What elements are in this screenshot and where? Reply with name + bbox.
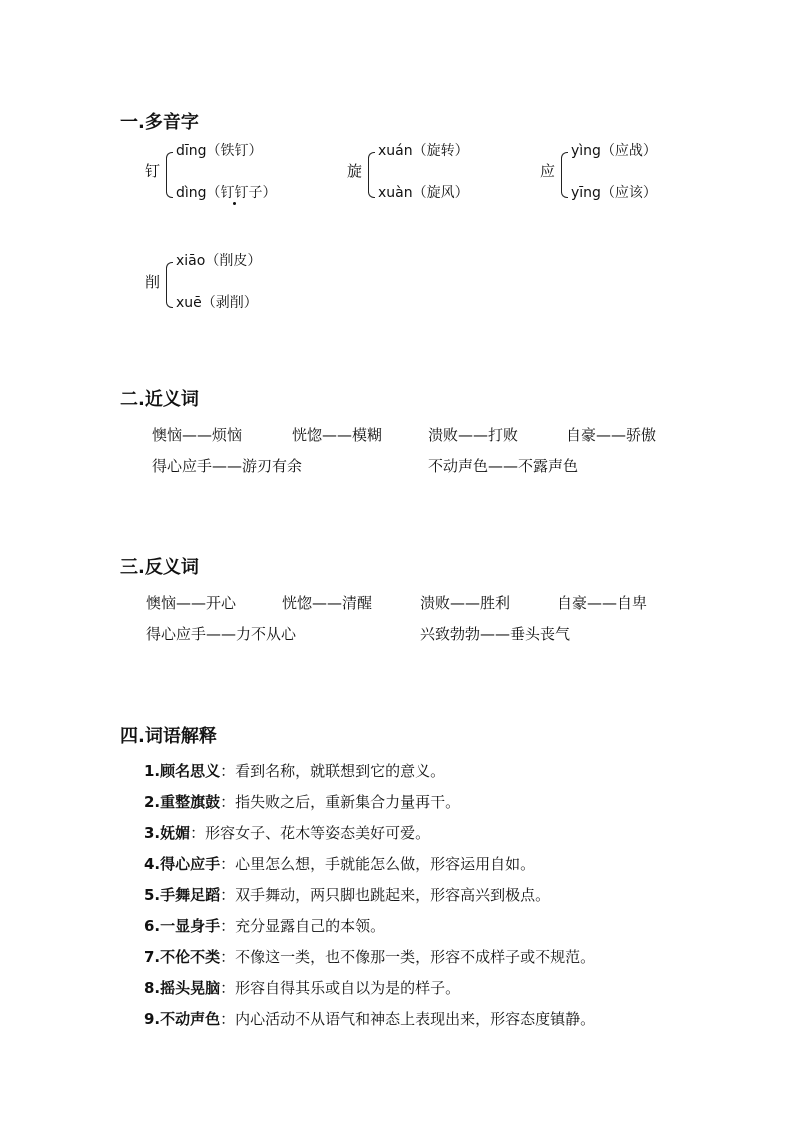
definition-number: 6. [144, 917, 161, 935]
reading-word: （铁钉） [206, 143, 263, 159]
definition-text: ：双手舞动，两只脚也跳起来，形容高兴到极点。 [220, 886, 551, 904]
definition-text: ：内心活动不从语气和神态上表现出来，形容态度镇静。 [220, 1010, 596, 1028]
reading-line [378, 140, 469, 160]
definition-item [144, 760, 445, 781]
section-title-antonyms: 三.反义词 [120, 557, 199, 578]
definition-number: 4. [144, 855, 161, 873]
definition-text: ：看到名称，就联想到它的意义。 [220, 762, 446, 780]
section-title-synonyms: 二.近义词 [120, 389, 199, 410]
reading-line [176, 182, 277, 202]
reading-word: （应战） [600, 143, 657, 159]
antonym-pair: 懊恼——开心 [146, 594, 237, 612]
brace-icon [166, 152, 173, 198]
brace-icon [561, 152, 568, 198]
section-title-definitions: 四.词语解释 [120, 726, 217, 747]
antonym-pair: 得心应手——力不从心 [146, 625, 297, 643]
antonym-pair: 自豪——自卑 [557, 594, 648, 612]
reading-word: （旋风） [412, 185, 469, 201]
definition-text: ：指失败之后，重新集合力量再干。 [220, 793, 461, 811]
definition-number: 2. [144, 793, 161, 811]
polyphone-char: 旋 [347, 162, 363, 180]
synonym-pair: 懊恼——烦恼 [152, 426, 243, 444]
definition-term: 重整旗鼓 [160, 793, 221, 811]
antonym-pair: 兴致勃勃——垂头丧气 [420, 625, 571, 643]
definition-text: ：形容自得其乐或自以为是的样子。 [220, 979, 461, 997]
reading-line [176, 140, 263, 160]
definition-item [144, 1008, 595, 1029]
definition-text: ：心里怎么想，手就能怎么做，形容运用自如。 [220, 855, 536, 873]
reading-line [571, 140, 657, 160]
definition-item [144, 884, 550, 905]
reading-pinyin: xuán [378, 143, 413, 159]
reading-word: （应该） [600, 185, 657, 201]
definition-text: ：充分显露自己的本领。 [220, 917, 386, 935]
reading-word: （剥削） [201, 295, 258, 311]
definition-item [144, 946, 595, 967]
reading-word: （削皮） [205, 253, 262, 269]
definition-term: 手舞足蹈 [160, 886, 221, 904]
synonym-pair: 不动声色——不露声色 [428, 457, 579, 475]
definition-number: 1. [144, 762, 161, 780]
definition-number: 9. [144, 1010, 161, 1028]
reading-pinyin: xiāo [176, 253, 206, 269]
reading-pinyin: xuē [176, 295, 202, 311]
reading-pinyin: xuàn [378, 185, 413, 201]
reading-line [378, 182, 469, 202]
reading-pinyin: dìng [176, 185, 207, 201]
antonym-pair: 恍惚——清醒 [282, 594, 373, 612]
definition-text: ：形容女子、花木等姿态美好可爱。 [190, 824, 431, 842]
definition-item [144, 977, 460, 998]
reading-line [176, 292, 258, 312]
polyphone-char: 应 [540, 162, 556, 180]
reading-word: （钉钉子） [206, 185, 277, 201]
reading-word: （旋转） [412, 143, 469, 159]
definition-term: 得心应手 [160, 855, 221, 873]
synonym-pair: 得心应手——游刃有余 [152, 457, 303, 475]
brace-icon [166, 262, 173, 308]
definition-number: 8. [144, 979, 161, 997]
definition-item [144, 791, 460, 812]
reading-pinyin: dīng [176, 143, 207, 159]
definition-term: 妩媚 [160, 824, 191, 842]
reading-pinyin: yìng [571, 143, 601, 159]
definition-term: 不动声色 [160, 1010, 221, 1028]
reading-line [571, 182, 657, 202]
definition-term: 不伦不类 [160, 948, 221, 966]
emphasis-dot-icon [233, 202, 236, 205]
definition-text: ：不像这一类，也不像那一类，形容不成样子或不规范。 [220, 948, 596, 966]
section-title-polyphonic: 一.多音字 [120, 112, 199, 133]
synonym-pair: 恍惚——模糊 [292, 426, 383, 444]
polyphone-char: 钉 [145, 162, 161, 180]
definition-item [144, 822, 430, 843]
polyphone-char: 削 [145, 273, 161, 291]
definition-term: 顾名思义 [160, 762, 221, 780]
reading-pinyin: yīng [571, 185, 601, 201]
brace-icon [368, 152, 375, 198]
definition-term: 一显身手 [160, 917, 221, 935]
synonym-pair: 溃败——打败 [428, 426, 519, 444]
definition-item [144, 853, 535, 874]
definition-item [144, 915, 385, 936]
synonym-pair: 自豪——骄傲 [566, 426, 657, 444]
reading-line [176, 250, 261, 270]
definition-number: 5. [144, 886, 161, 904]
definition-number: 3. [144, 824, 161, 842]
antonym-pair: 溃败——胜利 [420, 594, 511, 612]
definition-number: 7. [144, 948, 161, 966]
definition-term: 摇头晃脑 [160, 979, 221, 997]
